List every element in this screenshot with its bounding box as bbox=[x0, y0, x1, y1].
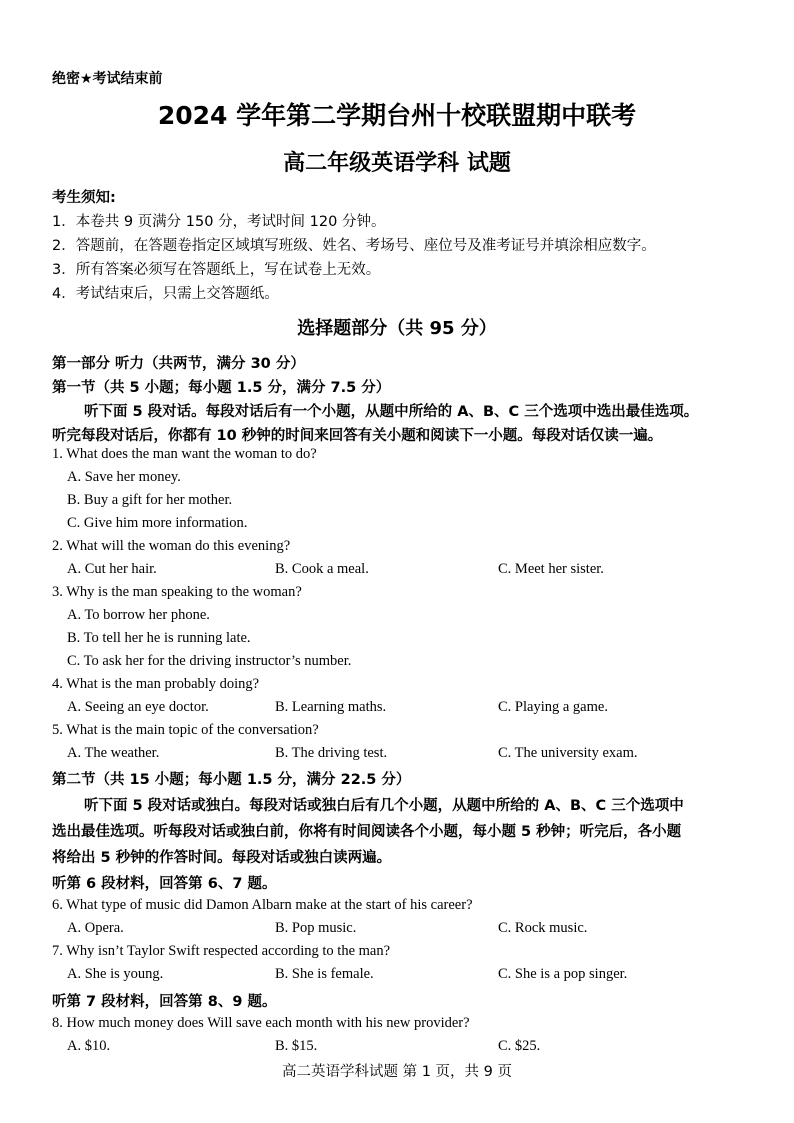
question-6: 6. What type of music did Damon Albarn make at the start of his career? bbox=[52, 897, 473, 913]
question-4: 4. What is the man probably doing? bbox=[52, 676, 260, 692]
notice-item: 2．答题前，在答题卷指定区域填写班级、姓名、考场号、座位号及准考证号并填涂相应数字。 bbox=[52, 238, 656, 254]
sec1-instruction: 听完每段对话后，你都有 10 秒钟的时间来回答有关小题和阅读下一小题。每段对话仅读一遍。 bbox=[52, 428, 663, 444]
option-b[interactable]: B. To tell her he is running late. bbox=[67, 630, 251, 646]
question-7: 7. Why isn’t Taylor Swift respected according to the man? bbox=[52, 943, 391, 959]
option-a[interactable]: A. She is young. bbox=[67, 966, 164, 982]
option-b[interactable]: B. Cook a meal. bbox=[275, 561, 369, 577]
sec1-instruction: 听下面 5 段对话。每段对话后有一个小题，从题中所给的 A、B、C 三个选项中选出最佳选项。 bbox=[84, 404, 699, 420]
option-a[interactable]: A. $10. bbox=[67, 1038, 111, 1054]
option-c[interactable]: C. Playing a game. bbox=[498, 699, 608, 715]
question-3: 3. Why is the man speaking to the woman? bbox=[52, 584, 302, 600]
question-2: 2. What will the woman do this evening? bbox=[52, 538, 291, 554]
material-7-heading: 听第 7 段材料，回答第 8、9 题。 bbox=[52, 994, 277, 1010]
option-c[interactable]: C. The university exam. bbox=[498, 745, 638, 761]
option-b[interactable]: B. Pop music. bbox=[275, 920, 357, 936]
notice-heading: 考生须知: bbox=[52, 190, 116, 206]
sec2-instruction: 选出最佳选项。听每段对话或独白前，你将有时间阅读各个小题，每小题 5 秒钟；听完后，各小题 bbox=[52, 824, 682, 840]
option-a[interactable]: A. Cut her hair. bbox=[67, 561, 157, 577]
option-b[interactable]: B. She is female. bbox=[275, 966, 374, 982]
option-b[interactable]: B. The driving test. bbox=[275, 745, 388, 761]
section-title: 选择题部分（共 95 分） bbox=[297, 318, 497, 339]
option-c[interactable]: C. Rock music. bbox=[498, 920, 588, 936]
option-b[interactable]: B. $15. bbox=[275, 1038, 318, 1054]
notice-item: 4．考试结束后，只需上交答题纸。 bbox=[52, 286, 279, 302]
option-c[interactable]: C. To ask her for the driving instructor’s number. bbox=[67, 653, 352, 669]
material-6-heading: 听第 6 段材料，回答第 6、7 题。 bbox=[52, 876, 277, 892]
question-1: 1. What does the man want the woman to do? bbox=[52, 446, 317, 462]
option-a[interactable]: A. Save her money. bbox=[67, 469, 181, 485]
page-footer: 高二英语学科试题 第 1 页，共 9 页 bbox=[282, 1064, 512, 1080]
option-c[interactable]: C. Meet her sister. bbox=[498, 561, 604, 577]
option-a[interactable]: A. The weather. bbox=[67, 745, 160, 761]
sec2-instruction: 将给出 5 秒钟的作答时间。每段对话或独白读两遍。 bbox=[52, 850, 392, 866]
question-8: 8. How much money does Will save each month with his new provider? bbox=[52, 1015, 470, 1031]
exam-title: 2024 学年第二学期台州十校联盟期中联考 bbox=[157, 101, 637, 130]
option-b[interactable]: B. Learning maths. bbox=[275, 699, 387, 715]
part1-heading: 第一部分 听力（共两节，满分 30 分） bbox=[52, 356, 305, 372]
option-b[interactable]: B. Buy a gift for her mother. bbox=[67, 492, 233, 508]
exam-subtitle: 高二年级英语学科 试题 bbox=[283, 151, 511, 176]
sec2-heading: 第二节（共 15 小题；每小题 1.5 分，满分 22.5 分） bbox=[52, 772, 411, 788]
notice-item: 3．所有答案必须写在答题纸上，写在试卷上无效。 bbox=[52, 262, 381, 278]
confidential-label: 绝密★考试结束前 bbox=[52, 71, 163, 87]
sec2-instruction: 听下面 5 段对话或独白。每段对话或独白后有几个小题，从题中所给的 A、B、C 三个选项中 bbox=[84, 798, 684, 814]
option-a[interactable]: A. To borrow her phone. bbox=[67, 607, 210, 623]
option-a[interactable]: A. Opera. bbox=[67, 920, 124, 936]
option-c[interactable]: C. She is a pop singer. bbox=[498, 966, 628, 982]
question-5: 5. What is the main topic of the conversation? bbox=[52, 722, 319, 738]
option-c[interactable]: C. $25. bbox=[498, 1038, 541, 1054]
sec1-heading: 第一节（共 5 小题；每小题 1.5 分，满分 7.5 分） bbox=[52, 380, 391, 396]
notice-item: 1．本卷共 9 页满分 150 分，考试时间 120 分钟。 bbox=[52, 214, 386, 230]
option-c[interactable]: C. Give him more information. bbox=[67, 515, 248, 531]
option-a[interactable]: A. Seeing an eye doctor. bbox=[67, 699, 209, 715]
